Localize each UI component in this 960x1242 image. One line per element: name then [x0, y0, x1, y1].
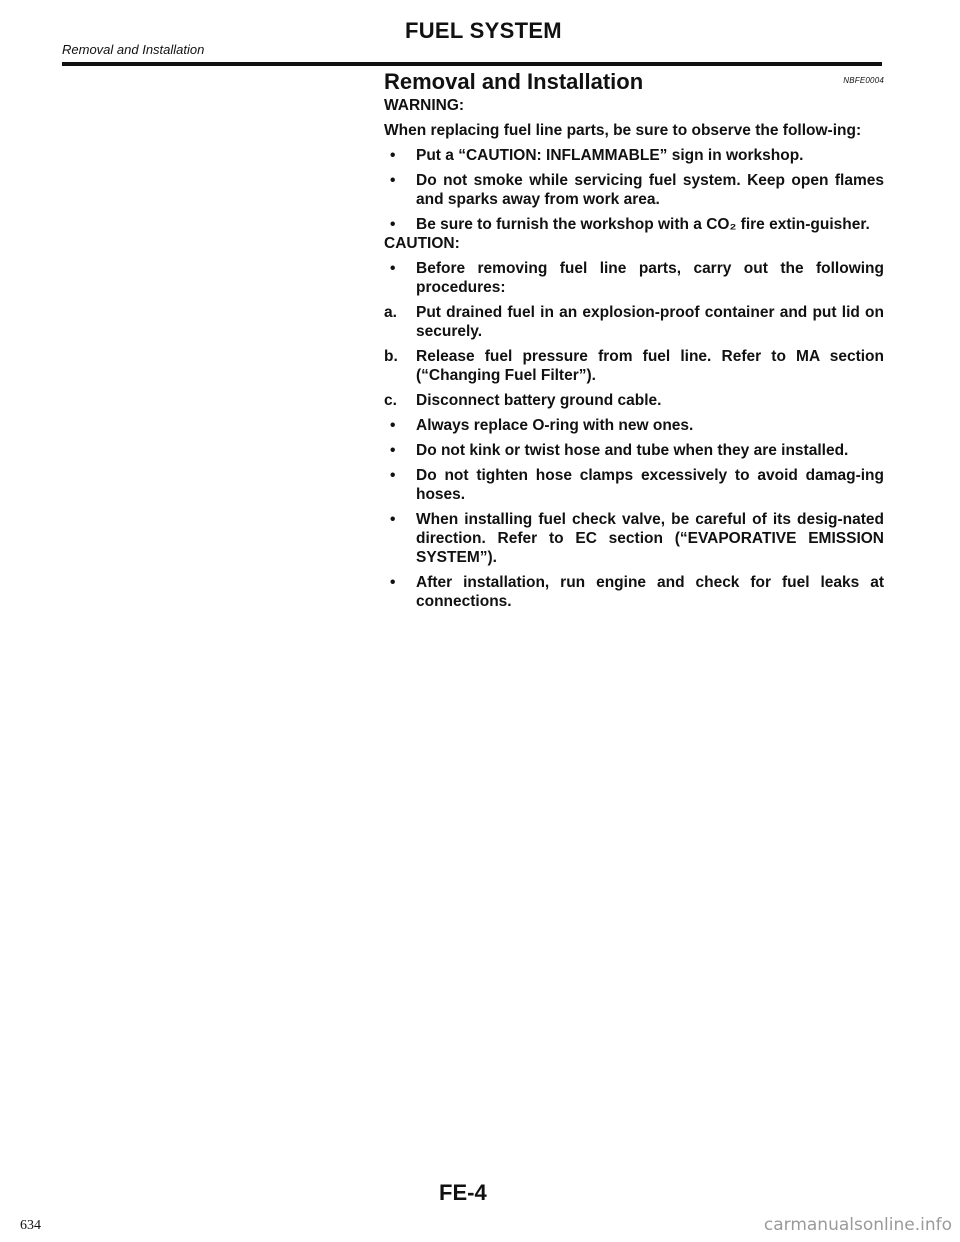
warning-list: [384, 146, 884, 234]
caution-list: [384, 259, 884, 611]
list-item-text: Do not smoke while servicing fuel system. Keep open flames and sparks away from work area.: [416, 172, 884, 208]
header-section-label: Removal and Installation: [62, 42, 205, 57]
list-item-text: Put drained fuel in an explosion-proof container and put lid on securely.: [416, 304, 884, 340]
bullet-icon: •: [390, 216, 396, 233]
main-content: [384, 66, 884, 611]
list-item-text: Be sure to furnish the workshop with a CO₂ fire extin-guisher.: [416, 216, 870, 233]
bullet-icon: •: [390, 511, 396, 528]
bullet-icon: •: [390, 172, 396, 189]
list-item: [384, 347, 884, 385]
page-heading: Removal and Installation: [384, 69, 644, 94]
list-item-text: Always replace O-ring with new ones.: [416, 417, 694, 434]
list-letter: a.: [384, 304, 397, 321]
list-item: [384, 303, 884, 341]
list-item-text: Do not kink or twist hose and tube when they are installed.: [416, 442, 849, 459]
list-item: [384, 441, 884, 460]
list-letter: b.: [384, 348, 398, 365]
list-letter: c.: [384, 392, 397, 409]
list-item: [384, 466, 884, 504]
list-item-text: After installation, run engine and check for fuel leaks at connections.: [416, 574, 884, 610]
list-item: [384, 259, 884, 297]
heading-row: [384, 68, 884, 96]
bullet-icon: •: [390, 574, 396, 591]
list-item: [384, 146, 884, 165]
list-item: [384, 573, 884, 611]
list-item: [384, 416, 884, 435]
bullet-icon: •: [390, 260, 396, 277]
bullet-icon: •: [390, 147, 396, 164]
bullet-icon: •: [390, 417, 396, 434]
list-item: [384, 391, 884, 410]
footer-page-code: FE-4: [439, 1180, 487, 1205]
page-number: 634: [20, 1218, 41, 1233]
warning-label: WARNING:: [384, 97, 465, 114]
list-item-text: Before removing fuel line parts, carry out the following procedures:: [416, 260, 884, 296]
warning-intro: When replacing fuel line parts, be sure to observe the follow-ing:: [384, 122, 862, 139]
bullet-icon: •: [390, 467, 396, 484]
list-item-text: Release fuel pressure from fuel line. Refer to MA section (“Changing Fuel Filter”).: [416, 348, 884, 384]
section-code: NBFE0004: [843, 76, 884, 85]
bullet-icon: •: [390, 442, 396, 459]
list-item: [384, 215, 884, 234]
list-item-text: Do not tighten hose clamps excessively to avoid damag-ing hoses.: [416, 467, 884, 503]
list-item: [384, 171, 884, 209]
list-item: [384, 510, 884, 567]
list-item-text: Disconnect battery ground cable.: [416, 392, 662, 409]
list-item-text: When installing fuel check valve, be careful of its desig-nated direction. Refer to EC section (“EVAPORATIVE EMISSION SYSTEM”).: [416, 511, 884, 566]
watermark-link[interactable]: carmanualsonline.info: [763, 1215, 952, 1235]
list-item-text: Put a “CAUTION: INFLAMMABLE” sign in workshop.: [416, 147, 804, 164]
header-title: FUEL SYSTEM: [405, 18, 562, 43]
caution-label: CAUTION:: [384, 235, 460, 252]
